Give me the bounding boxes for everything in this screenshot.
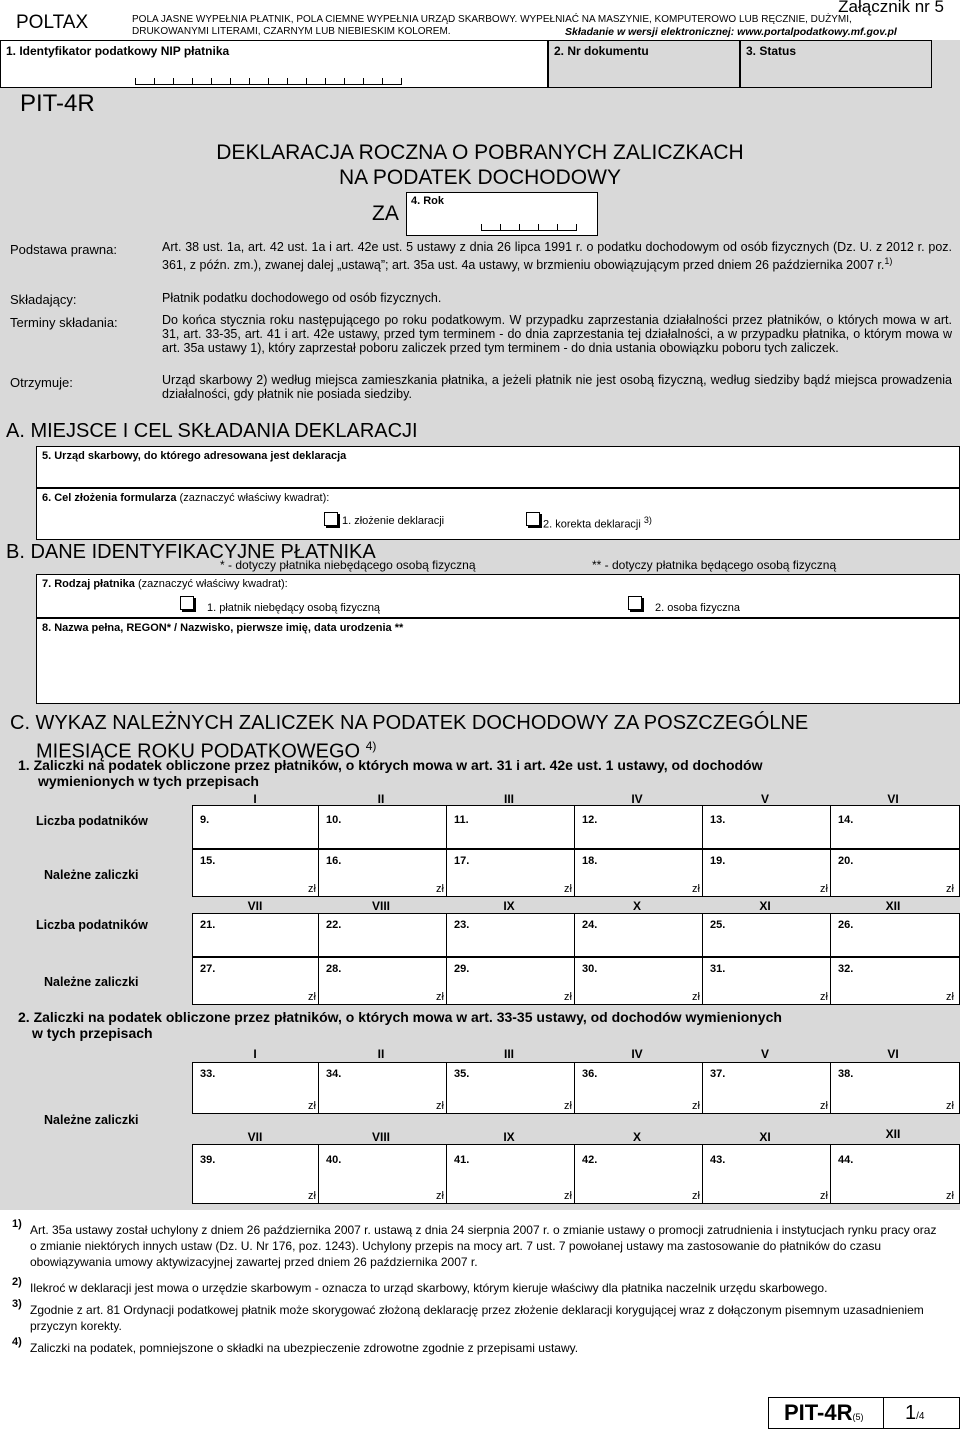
field-number: 23.	[454, 919, 470, 931]
month-header: IX	[503, 1130, 515, 1144]
month-header: VII	[247, 1130, 263, 1144]
section-c-title-line2-text: MIESIĄCE ROKU PODATKOWEGO	[36, 740, 361, 763]
part1-title-line2: wymienionych w tych przepisach	[38, 773, 259, 789]
part1-row3-label: Liczba podatników	[36, 918, 148, 932]
purpose-opt2-checkbox[interactable]	[526, 512, 540, 526]
footnote-text: Art. 35a ustawy został uchylony z dniem 26 października 2007 r. ustawą z dnia 24 sierpnia 2007 r. o zmianie ustawy o promocji zatrudnienia i instytucjach rynku pracy oraz o zmianie niektórych innych ustaw (Dz. U. Nr 176, poz. 1243). Uchylony przepis na mocy art. 7 ust. 7 powołanej ustawy ma zastosowanie do płatników do czasu obowiązywania umowy aktywizacyjnej zawartej przed dniem 26 października 2007 r.	[30, 1223, 937, 1269]
footnote-mark: 3)	[12, 1298, 22, 1310]
month-header: VIII	[371, 1130, 390, 1144]
field-number: 41.	[454, 1154, 470, 1166]
field-number: 21.	[200, 919, 216, 931]
year-digit-ticks	[481, 224, 577, 232]
form-code: PIT-4R	[20, 90, 95, 117]
part1-row1-label: Liczba podatników	[36, 814, 148, 828]
field-number: 9.	[200, 814, 210, 826]
footer-page-total: /4	[916, 1411, 925, 1422]
receiver-label: Otrzymuje:	[10, 375, 73, 390]
part2-col-divider	[574, 1144, 575, 1204]
deadline-text: Do końca stycznia roku następującego po roku podatkowym. W przypadku zaprzestania działalności przez płatników, o których mowa w art. 31, art. 33-35, art. 41 i art. 42e ustawy, przed tym terminem - do dnia zaprzestania tej działalności, a w przypadku płatnika, o którym mowa w art. 35a ustawy 1), który zaprzestał poboru zaliczek przed tym terminem - do dnia ustania obowiązku poboru tych zaliczek.	[162, 313, 952, 355]
currency-label: zł	[308, 883, 316, 895]
form-title	[160, 140, 800, 190]
field-number: 22.	[326, 919, 342, 931]
part1-title	[18, 757, 763, 789]
field-number: 11.	[454, 814, 469, 826]
field-number: 19.	[710, 855, 726, 867]
year-label: 4. Rok	[411, 195, 445, 207]
purpose-opt1-checkbox[interactable]	[324, 512, 338, 526]
part1-col-divider	[318, 805, 319, 897]
purpose-opt2-label	[543, 515, 652, 531]
field-number: 20.	[838, 855, 854, 867]
field-number: 25.	[710, 919, 726, 931]
month-header: X	[632, 899, 641, 913]
payer-type-opt2-checkbox[interactable]	[628, 596, 642, 610]
footnote-text: Ilekroć w deklaracji jest mowa o urzędzie skarbowym - oznacza to urząd skarbowy, którym kieruje właściwy dla płatnika naczelnik urzędu skarbowego.	[30, 1281, 828, 1295]
currency-label: zł	[946, 1100, 954, 1112]
month-header: VI	[887, 792, 899, 806]
payer-type-hint: (zaznaczyć właściwy kwadrat):	[137, 578, 288, 590]
part2-col-divider	[830, 1144, 831, 1204]
month-header: III	[503, 1047, 514, 1061]
currency-label: zł	[308, 991, 316, 1003]
payer-type-label	[42, 578, 288, 590]
field-number: 40.	[326, 1154, 342, 1166]
part1-title-line1: 1. Zaliczki na podatek obliczone przez płatników, o których mowa w art. 31 i art. 42e ust. 1 ustawy, od dochodów	[18, 757, 763, 773]
currency-label: zł	[946, 1190, 954, 1202]
payer-type-opt2-label: 2. osoba fizyczna	[655, 602, 740, 614]
field-number: 29.	[454, 963, 470, 975]
part2-title-line1: 2. Zaliczki na podatek obliczone przez płatników, o których mowa w art. 33-35 ustawy, od dochodów wymienionych	[18, 1009, 782, 1025]
currency-label: zł	[308, 1190, 316, 1202]
tax-office-label: 5. Urząd skarbowy, do którego adresowana jest deklaracja	[42, 450, 347, 462]
currency-label: zł	[820, 1190, 828, 1202]
part1-col-divider	[702, 805, 703, 897]
instructions-line1: POLA JASNE WYPEŁNIA PŁATNIK, POLA CIEMNE WYPEŁNIA URZĄD SKARBOWY. WYPEŁNIAĆ NA MASZYNIE, KOMPUTEROWO LUB RĘCZNIE, DUŻYMI,	[132, 14, 852, 25]
month-header: III	[503, 792, 514, 806]
footnote-mark: 2)	[12, 1276, 22, 1288]
field-number: 26.	[838, 919, 854, 931]
month-header: XII	[885, 1127, 901, 1141]
month-header: V	[760, 1047, 769, 1061]
title-line2: NA PODATEK DOCHODOWY	[339, 166, 621, 189]
basis-text-body: Art. 38 ust. 1a, art. 42 ust. 1a i art. 42e ust. 5 ustawy z dnia 26 lipca 1991 r. o podatku dochodowym od osób fizycznych (Dz. U. z 2012 r. poz. 361, z późn. zm.), zwanej dalej „ustawą”; art. 35a ust. 4a ustawy, w brzmieniu obowiązującym przed dniem 26 października 2007 r.	[162, 240, 952, 273]
section-a-title: A. MIEJSCE I CEL SKŁADANIA DEKLARACJI	[6, 420, 418, 442]
payer-name-label: 8. Nazwa pełna, REGON* / Nazwisko, pierwsze imię, data urodzenia **	[42, 622, 404, 634]
part1-col-divider	[830, 805, 831, 897]
nip-label: 1. Identyfikator podatkowy NIP płatnika	[6, 44, 230, 58]
field-number: 13.	[710, 814, 726, 826]
section-c-title	[10, 712, 808, 764]
part2-col-divider	[830, 1062, 831, 1114]
field-number: 35.	[454, 1068, 470, 1080]
part1-row1-cells	[192, 805, 960, 849]
footer-version: (5)	[852, 1412, 864, 1422]
month-header: I	[253, 792, 257, 806]
basis-text	[162, 240, 952, 272]
currency-label: zł	[436, 1100, 444, 1112]
currency-label: zł	[946, 991, 954, 1003]
field-number: 30.	[582, 963, 598, 975]
month-header: II	[377, 1047, 385, 1061]
currency-label: zł	[564, 1100, 572, 1112]
field-number: 15.	[200, 855, 216, 867]
part2-title-line2: w tych przepisach	[32, 1025, 153, 1041]
section-c-title-line1: C. WYKAZ NALEŻNYCH ZALICZEK NA PODATEK DOCHODOWY ZA POSZCZEGÓLNE	[10, 712, 809, 734]
brand-logo: POLTAX	[16, 12, 89, 33]
purpose-opt2-footnote-ref: 3)	[643, 515, 652, 525]
footer-form-code	[784, 1400, 863, 1426]
field-number: 32.	[838, 963, 854, 975]
purpose-opt2-text: 2. korekta deklaracji	[543, 518, 641, 531]
currency-label: zł	[436, 1190, 444, 1202]
footnote-mark: 1)	[12, 1218, 22, 1230]
currency-label: zł	[308, 1100, 316, 1112]
field-number: 27.	[200, 963, 216, 975]
part2-col-divider	[574, 1062, 575, 1114]
month-header: X	[632, 1130, 641, 1144]
nip-digit-ticks	[135, 78, 402, 86]
footer-divider	[883, 1397, 884, 1429]
instructions-line2: DRUKOWANYMI LITERAMI, CZARNYM LUB NIEBIESKIM KOLOREM.	[132, 26, 451, 37]
footer-form-code-text: PIT-4R	[784, 1400, 853, 1425]
basis-footnote-ref: 1)	[884, 256, 893, 266]
field-number: 18.	[582, 855, 598, 867]
currency-label: zł	[820, 1100, 828, 1112]
purpose-label	[42, 492, 329, 504]
month-header: XI	[759, 899, 771, 913]
purpose-hint: (zaznaczyć właściwy kwadrat):	[179, 492, 330, 504]
month-header: VIII	[371, 899, 390, 913]
month-header: IX	[503, 899, 515, 913]
field-number: 39.	[200, 1154, 216, 1166]
currency-label: zł	[436, 883, 444, 895]
part2-col-divider	[318, 1144, 319, 1204]
field-number: 34.	[326, 1068, 342, 1080]
month-header: IV	[631, 792, 643, 806]
field-number: 33.	[200, 1068, 216, 1080]
currency-label: zł	[692, 883, 700, 895]
month-header: VII	[247, 899, 263, 913]
payer-type-opt1-label: 1. płatnik niebędący osobą fizyczną	[207, 602, 381, 614]
field-number: 28.	[326, 963, 342, 975]
part1-col-divider	[446, 913, 447, 1005]
filer-text: Płatnik podatku dochodowego od osób fizycznych.	[162, 291, 442, 305]
section-b-title: B. DANE IDENTYFIKACYJNE PŁATNIKA	[6, 541, 376, 563]
currency-label: zł	[564, 1190, 572, 1202]
field-number: 38.	[838, 1068, 854, 1080]
part1-col-divider	[830, 913, 831, 1005]
month-header: I	[253, 1047, 257, 1061]
currency-label: zł	[820, 883, 828, 895]
section-c-footnote-ref: 4)	[365, 739, 377, 753]
part2-col-divider	[702, 1062, 703, 1114]
field-number: 14.	[838, 814, 854, 826]
status-label: 3. Status	[746, 44, 797, 58]
field-number: 24.	[582, 919, 598, 931]
part1-row4-label: Należne zaliczki	[44, 975, 139, 989]
month-header: V	[760, 792, 769, 806]
field-number: 42.	[582, 1154, 598, 1166]
field-number: 44.	[838, 1154, 854, 1166]
month-header: VI	[887, 1047, 899, 1061]
currency-label: zł	[436, 991, 444, 1003]
basis-label: Podstawa prawna:	[10, 242, 117, 257]
part2-col-divider	[702, 1144, 703, 1204]
section-b-note1: * - dotyczy płatnika niebędącego osobą fizyczną	[220, 558, 476, 572]
section-b-note2: ** - dotyczy płatnika będącego osobą fizyczną	[592, 558, 837, 572]
footnote-text: Zaliczki na podatek, pomniejszone o składki na ubezpieczenie zdrowotne zgodnie z przepisami ustawy.	[30, 1341, 579, 1355]
part2-row-label: Należne zaliczki	[44, 1113, 139, 1127]
month-header: XI	[759, 1130, 771, 1144]
attachment-number: Załącznik nr 5	[838, 0, 944, 16]
field-number: 12.	[582, 814, 598, 826]
currency-label: zł	[692, 991, 700, 1003]
receiver-text: Urząd skarbowy 2) według miejsca zamieszkania płatnika, a jeżeli płatnik nie jest osobą fizyczną, według siedziby bądź miejsca prowadzenia działalności, gdy płatnik nie posiada siedziby.	[162, 373, 952, 401]
footnote-mark: 4)	[12, 1336, 22, 1348]
field-number: 31.	[710, 963, 726, 975]
currency-label: zł	[564, 883, 572, 895]
field-number: 43.	[710, 1154, 726, 1166]
title-line1: DEKLARACJA ROCZNA O POBRANYCH ZALICZKACH	[216, 141, 744, 164]
title-za: ZA	[372, 202, 399, 225]
footnote-text: Zgodnie z art. 81 Ordynacji podatkowej płatnik może skorygować złożoną deklarację przez złożenie deklaracji korygującej wraz z dołączonym pisemnym uzasadnieniem przyczyn korekty.	[30, 1303, 924, 1333]
part2-col-divider	[318, 1062, 319, 1114]
month-header: II	[377, 792, 385, 806]
doc-number-label: 2. Nr dokumentu	[554, 44, 649, 58]
part1-col-divider	[318, 913, 319, 1005]
currency-label: zł	[692, 1100, 700, 1112]
electronic-filing-note: Składanie w wersji elektronicznej: www.portalpodatkowy.mf.gov.pl	[565, 26, 897, 38]
month-header: XII	[885, 899, 901, 913]
month-header: IV	[631, 1047, 643, 1061]
purpose-label-bold: 6. Cel złożenia formularza	[42, 492, 177, 504]
part2-col-divider	[446, 1062, 447, 1114]
currency-label: zł	[692, 1190, 700, 1202]
payer-type-opt1-checkbox[interactable]	[180, 596, 194, 610]
part1-col-divider	[446, 805, 447, 897]
field-number: 37.	[710, 1068, 726, 1080]
purpose-opt1-label: 1. złożenie deklaracji	[342, 515, 445, 527]
deadline-label: Terminy składania:	[10, 315, 118, 330]
part1-col-divider	[574, 913, 575, 1005]
field-number: 36.	[582, 1068, 598, 1080]
part1-col-divider	[702, 913, 703, 1005]
field-number: 10.	[326, 814, 342, 826]
footer-page-current: 1	[905, 1402, 917, 1424]
part2-col-divider	[446, 1144, 447, 1204]
part1-col-divider	[574, 805, 575, 897]
part1-row2-label: Należne zaliczki	[44, 868, 139, 882]
filer-label: Składający:	[10, 292, 77, 307]
currency-label: zł	[946, 883, 954, 895]
field-number: 17.	[454, 855, 470, 867]
currency-label: zł	[564, 991, 572, 1003]
currency-label: zł	[820, 991, 828, 1003]
footer-page-number	[905, 1402, 924, 1425]
field-number: 16.	[326, 855, 342, 867]
payer-type-label-bold: 7. Rodzaj płatnika	[42, 578, 135, 590]
part2-title	[18, 1009, 782, 1041]
